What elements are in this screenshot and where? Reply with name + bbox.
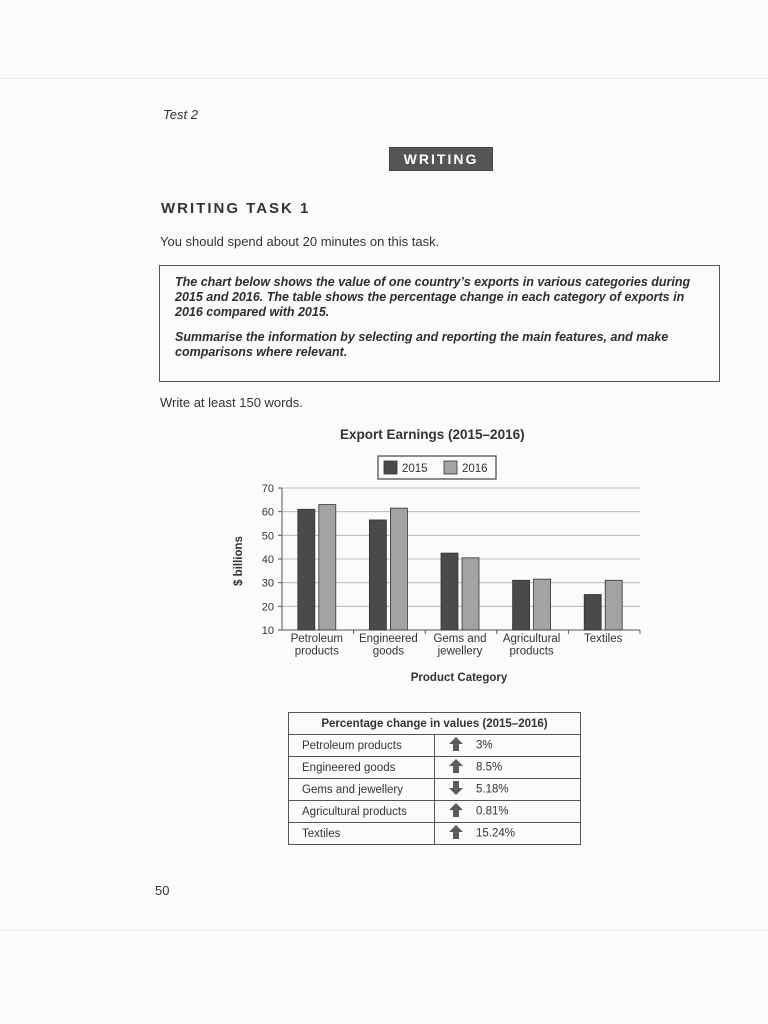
arrow-up-icon	[449, 825, 463, 842]
table-value-cell	[435, 801, 581, 823]
export-earnings-chart	[220, 450, 660, 690]
word-count-instruction: Write at least 150 words.	[160, 395, 303, 410]
legend-label-2016: 2016	[462, 463, 488, 475]
table-category-cell: Engineered goods	[289, 757, 435, 779]
arrow-up-icon	[449, 737, 463, 754]
chart-title: Export Earnings (2015–2016)	[340, 427, 525, 442]
arrow-down-icon	[449, 781, 463, 798]
y-axis-label: $ billions	[233, 536, 245, 586]
x-tick-label: Gems and	[433, 633, 487, 645]
table-category-cell: Textiles	[289, 823, 435, 845]
x-tick-label: Petroleum	[290, 633, 344, 645]
x-tick-label: Agricultural	[502, 633, 561, 645]
time-instruction: You should spend about 20 minutes on this task.	[160, 234, 440, 249]
table-value: 15.24%	[476, 827, 516, 840]
table-value-cell	[435, 823, 581, 845]
y-tick-label: 20	[261, 601, 274, 614]
y-tick-label: 60	[261, 506, 274, 519]
bar-2015-1	[369, 520, 386, 630]
task-prompt-box	[159, 265, 720, 382]
legend-swatch-2016	[444, 461, 457, 474]
table-value: 8.5%	[476, 761, 503, 774]
task-prompt-instruction: Summarise the information by selecting and reporting the main features, and make comparisons where relevant.	[175, 330, 669, 359]
legend-label-2015: 2015	[402, 463, 428, 475]
test-label: Test 2	[163, 107, 198, 122]
x-tick-label: goods	[372, 645, 405, 658]
table-value: 3%	[476, 739, 493, 752]
table-row	[289, 735, 581, 757]
table-value: 0.81%	[476, 805, 509, 818]
table-category-cell: Petroleum products	[289, 735, 435, 757]
table-title: Percentage change in values (2015–2016)	[289, 713, 581, 735]
x-axis-label: Product Category	[410, 672, 508, 684]
bar-2015-2	[441, 553, 458, 630]
x-tick-label: products	[509, 645, 554, 658]
bar-2016-3	[534, 579, 551, 630]
y-tick-label: 70	[261, 483, 274, 495]
table-value: 5.18%	[476, 783, 509, 796]
x-tick-label: Textiles	[584, 633, 623, 645]
y-tick-label: 10	[261, 625, 274, 637]
arrow-up-icon	[449, 759, 463, 776]
top-divider	[0, 78, 768, 79]
page-number: 50	[155, 883, 170, 898]
x-tick-label: products	[294, 645, 339, 658]
x-tick-label: jewellery	[437, 645, 483, 658]
task-prompt-description: The chart below shows the value of one country’s exports in various categories during 2015 and 2016. The table shows the percentage change in each category of exports in 2016 compared with 2015.	[175, 275, 691, 319]
bar-2016-4	[605, 580, 622, 630]
writing-banner: WRITING	[389, 147, 493, 171]
table-value-cell	[435, 757, 581, 779]
y-tick-label: 30	[261, 577, 274, 590]
bar-2016-2	[462, 558, 479, 630]
bar-2016-1	[390, 508, 407, 630]
task-heading: WRITING TASK 1	[161, 200, 311, 217]
table-row	[289, 779, 581, 801]
legend-swatch-2015	[384, 461, 397, 474]
bar-2015-3	[513, 580, 530, 630]
table-value-cell	[435, 779, 581, 801]
table-row	[289, 823, 581, 845]
table-row	[289, 757, 581, 779]
y-tick-label: 50	[261, 530, 274, 543]
percentage-change-table	[288, 712, 581, 845]
table-category-cell: Gems and jewellery	[289, 779, 435, 801]
arrow-up-icon	[449, 803, 463, 820]
table-row	[289, 801, 581, 823]
bar-2015-4	[584, 595, 601, 631]
table-category-cell: Agricultural products	[289, 801, 435, 823]
bottom-divider	[0, 930, 768, 931]
table-value-cell	[435, 735, 581, 757]
y-tick-label: 40	[261, 554, 274, 566]
x-tick-label: Engineered	[358, 633, 418, 645]
bar-2016-0	[319, 505, 336, 630]
bar-2015-0	[298, 509, 315, 630]
